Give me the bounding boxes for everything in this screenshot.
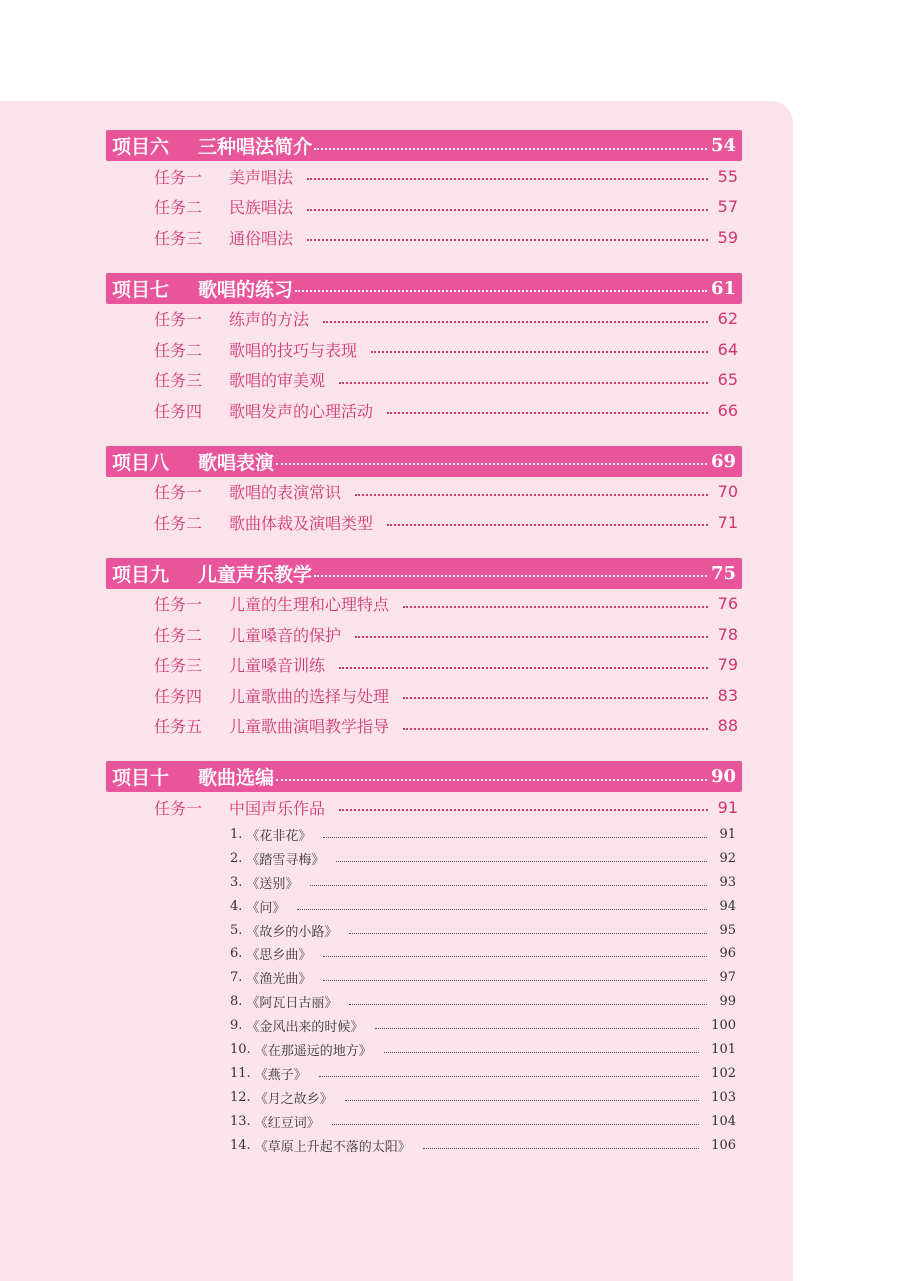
task-title: 歌唱的技巧与表现 (229, 340, 358, 360)
task-entry[interactable] (154, 619, 738, 650)
song-list (230, 823, 736, 1157)
toc-section (106, 761, 742, 1157)
song-title: 《在那遥远的地方》 (254, 1043, 372, 1059)
song-number: 8. (230, 994, 243, 1010)
leader-dots (323, 980, 707, 981)
leader-dots (384, 1052, 699, 1053)
task-title: 歌唱发声的心理活动 (229, 401, 374, 421)
song-number: 11. (230, 1065, 251, 1081)
project-page: 69 (710, 450, 736, 472)
task-number: 任务三 (154, 228, 203, 248)
song-number: 7. (230, 970, 243, 986)
task-title: 歌曲体裁及演唱类型 (229, 513, 374, 533)
song-entry[interactable] (230, 1133, 736, 1157)
task-entry[interactable] (154, 334, 738, 365)
task-title: 练声的方法 (229, 310, 310, 330)
spacer (106, 426, 742, 446)
leader-dots (375, 1028, 699, 1029)
song-page: 100 (711, 1018, 736, 1034)
task-entry[interactable] (154, 192, 738, 223)
leader-dots (295, 290, 707, 292)
song-number: 10. (230, 1041, 251, 1057)
song-title: 《阿瓦日古丽》 (246, 996, 338, 1012)
leader-dots (403, 697, 708, 699)
leader-dots (403, 728, 708, 730)
task-entry[interactable] (154, 222, 738, 253)
project-page: 90 (710, 766, 736, 787)
song-title: 《红豆词》 (254, 1115, 320, 1131)
song-entry[interactable] (230, 823, 736, 847)
task-page: 79 (717, 655, 738, 675)
song-number: 6. (230, 946, 243, 962)
song-page: 96 (719, 946, 736, 962)
task-page: 88 (717, 716, 738, 736)
task-entry[interactable] (154, 507, 738, 538)
leader-dots (276, 463, 707, 465)
song-page: 97 (719, 970, 736, 986)
task-page: 64 (717, 339, 738, 359)
song-number: 12. (230, 1089, 251, 1105)
task-title: 歌唱的审美观 (229, 371, 326, 391)
leader-dots (319, 1076, 699, 1077)
task-number: 任务一 (154, 310, 203, 330)
song-entry[interactable] (230, 894, 736, 918)
leader-dots (276, 779, 707, 781)
task-page: 65 (717, 370, 738, 390)
song-page: 103 (711, 1089, 736, 1105)
project-heading[interactable] (106, 446, 742, 477)
leader-dots (355, 494, 708, 496)
project-page: 61 (710, 277, 736, 299)
task-page: 59 (717, 227, 738, 247)
song-entry[interactable] (230, 1085, 736, 1109)
song-number: 14. (230, 1137, 251, 1153)
task-entry[interactable] (154, 589, 738, 620)
task-page: 57 (717, 197, 738, 217)
task-number: 任务三 (154, 371, 203, 391)
song-page: 92 (719, 850, 736, 866)
leader-dots (323, 837, 707, 838)
project-page: 75 (710, 562, 736, 584)
song-page: 102 (711, 1065, 736, 1081)
toc-section (106, 558, 742, 742)
song-number: 3. (230, 874, 243, 890)
task-entry[interactable] (154, 395, 738, 426)
song-page: 94 (719, 898, 736, 914)
task-number: 任务五 (154, 717, 203, 737)
leader-dots (323, 956, 707, 957)
song-title: 《草原上升起不落的太阳》 (254, 1139, 411, 1155)
leader-dots (387, 412, 708, 414)
task-entry[interactable] (154, 365, 738, 396)
task-number: 任务二 (154, 513, 203, 533)
task-title: 歌唱的表演常识 (229, 483, 342, 503)
task-page: 66 (717, 400, 738, 420)
song-number: 1. (230, 826, 243, 842)
song-page: 99 (719, 994, 736, 1010)
task-number: 任务一 (154, 483, 203, 503)
leader-dots (314, 575, 707, 577)
song-page: 106 (711, 1137, 736, 1153)
song-entry[interactable] (230, 1109, 736, 1133)
song-entry[interactable] (230, 966, 736, 990)
task-entry[interactable] (154, 792, 738, 823)
song-title: 《花非花》 (246, 828, 312, 844)
song-page: 95 (719, 922, 736, 938)
leader-dots (345, 1100, 699, 1101)
project-number: 项目六 (112, 136, 170, 158)
project-number: 项目七 (112, 278, 170, 301)
song-title: 《思乡曲》 (246, 948, 312, 964)
song-page: 104 (711, 1113, 736, 1129)
spacer (106, 741, 742, 761)
leader-dots (349, 1004, 707, 1005)
task-number: 任务一 (154, 167, 203, 187)
song-page: 91 (719, 826, 736, 842)
task-entry[interactable] (154, 304, 738, 335)
task-title: 民族唱法 (229, 198, 294, 218)
song-page: 101 (711, 1041, 736, 1057)
song-number: 13. (230, 1113, 251, 1129)
song-number: 5. (230, 922, 243, 938)
task-entry[interactable] (154, 711, 738, 742)
project-title: 三种唱法简介 (198, 136, 313, 158)
song-entry[interactable] (230, 846, 736, 870)
toc-section (106, 273, 742, 426)
song-title: 《踏雪寻梅》 (246, 852, 325, 868)
task-number: 任务四 (154, 401, 203, 421)
spacer (106, 538, 742, 558)
task-title: 儿童的生理和心理特点 (229, 595, 390, 615)
song-title: 《故乡的小路》 (246, 924, 338, 940)
leader-dots (323, 321, 708, 323)
song-title: 《渔光曲》 (246, 972, 312, 988)
project-title: 儿童声乐教学 (198, 563, 313, 586)
song-entry[interactable] (230, 1014, 736, 1038)
project-heading[interactable] (106, 761, 742, 792)
song-entry[interactable] (230, 942, 736, 966)
task-page: 62 (717, 309, 738, 329)
song-entry[interactable] (230, 918, 736, 942)
project-number: 项目九 (112, 563, 170, 586)
task-number: 任务一 (154, 798, 203, 818)
project-title: 歌唱表演 (198, 451, 275, 474)
task-page: 55 (717, 166, 738, 186)
project-title: 歌曲选编 (198, 767, 275, 789)
leader-dots (332, 1124, 699, 1125)
leader-dots (307, 178, 708, 180)
task-number: 任务一 (154, 595, 203, 615)
spacer (106, 253, 742, 273)
leader-dots (403, 606, 708, 608)
leader-dots (371, 351, 708, 353)
leader-dots (349, 933, 707, 934)
song-entry[interactable] (230, 1038, 736, 1062)
task-number: 任务三 (154, 656, 203, 676)
task-title: 中国声乐作品 (229, 798, 326, 818)
song-entry[interactable] (230, 990, 736, 1014)
leader-dots (314, 148, 707, 150)
task-entry[interactable] (154, 477, 738, 508)
song-title: 《燕子》 (254, 1067, 307, 1083)
task-title: 儿童嗓音的保护 (229, 625, 342, 645)
task-entry[interactable] (154, 161, 738, 192)
toc-section (106, 130, 742, 253)
leader-dots (339, 382, 708, 384)
task-page: 78 (717, 624, 738, 644)
table-of-contents (106, 130, 742, 1157)
task-title: 通俗唱法 (229, 228, 294, 248)
song-entry[interactable] (230, 1061, 736, 1085)
song-number: 2. (230, 850, 243, 866)
leader-dots (423, 1148, 699, 1149)
task-title: 儿童歌曲演唱教学指导 (229, 717, 390, 737)
task-number: 任务二 (154, 340, 203, 360)
project-heading[interactable] (106, 558, 742, 589)
task-title: 儿童嗓音训练 (229, 656, 326, 676)
project-page: 54 (710, 135, 736, 156)
task-page: 91 (717, 797, 738, 817)
task-number: 任务二 (154, 198, 203, 218)
project-heading[interactable] (106, 130, 742, 161)
song-entry[interactable] (230, 870, 736, 894)
song-title: 《月之故乡》 (254, 1091, 333, 1107)
project-number: 项目十 (112, 767, 170, 789)
project-title: 歌唱的练习 (198, 278, 294, 301)
task-entry[interactable] (154, 680, 738, 711)
song-number: 9. (230, 1018, 243, 1034)
leader-dots (307, 239, 708, 241)
leader-dots (336, 861, 707, 862)
leader-dots (307, 209, 708, 211)
song-title: 《金风出来的时候》 (246, 1020, 364, 1036)
project-number: 项目八 (112, 451, 170, 474)
task-page: 70 (717, 482, 738, 502)
toc-section (106, 446, 742, 538)
leader-dots (387, 524, 708, 526)
song-number: 4. (230, 898, 243, 914)
leader-dots (339, 809, 708, 811)
task-page: 83 (717, 685, 738, 705)
leader-dots (339, 667, 708, 669)
leader-dots (355, 636, 708, 638)
task-title: 儿童歌曲的选择与处理 (229, 686, 390, 706)
task-entry[interactable] (154, 650, 738, 681)
project-heading[interactable] (106, 273, 742, 304)
task-number: 任务二 (154, 625, 203, 645)
task-page: 71 (717, 512, 738, 532)
song-title: 《问》 (246, 900, 286, 916)
leader-dots (297, 909, 707, 910)
task-number: 任务四 (154, 686, 203, 706)
song-title: 《送别》 (246, 876, 299, 892)
leader-dots (310, 885, 707, 886)
task-page: 76 (717, 594, 738, 614)
song-page: 93 (719, 874, 736, 890)
task-title: 美声唱法 (229, 167, 294, 187)
